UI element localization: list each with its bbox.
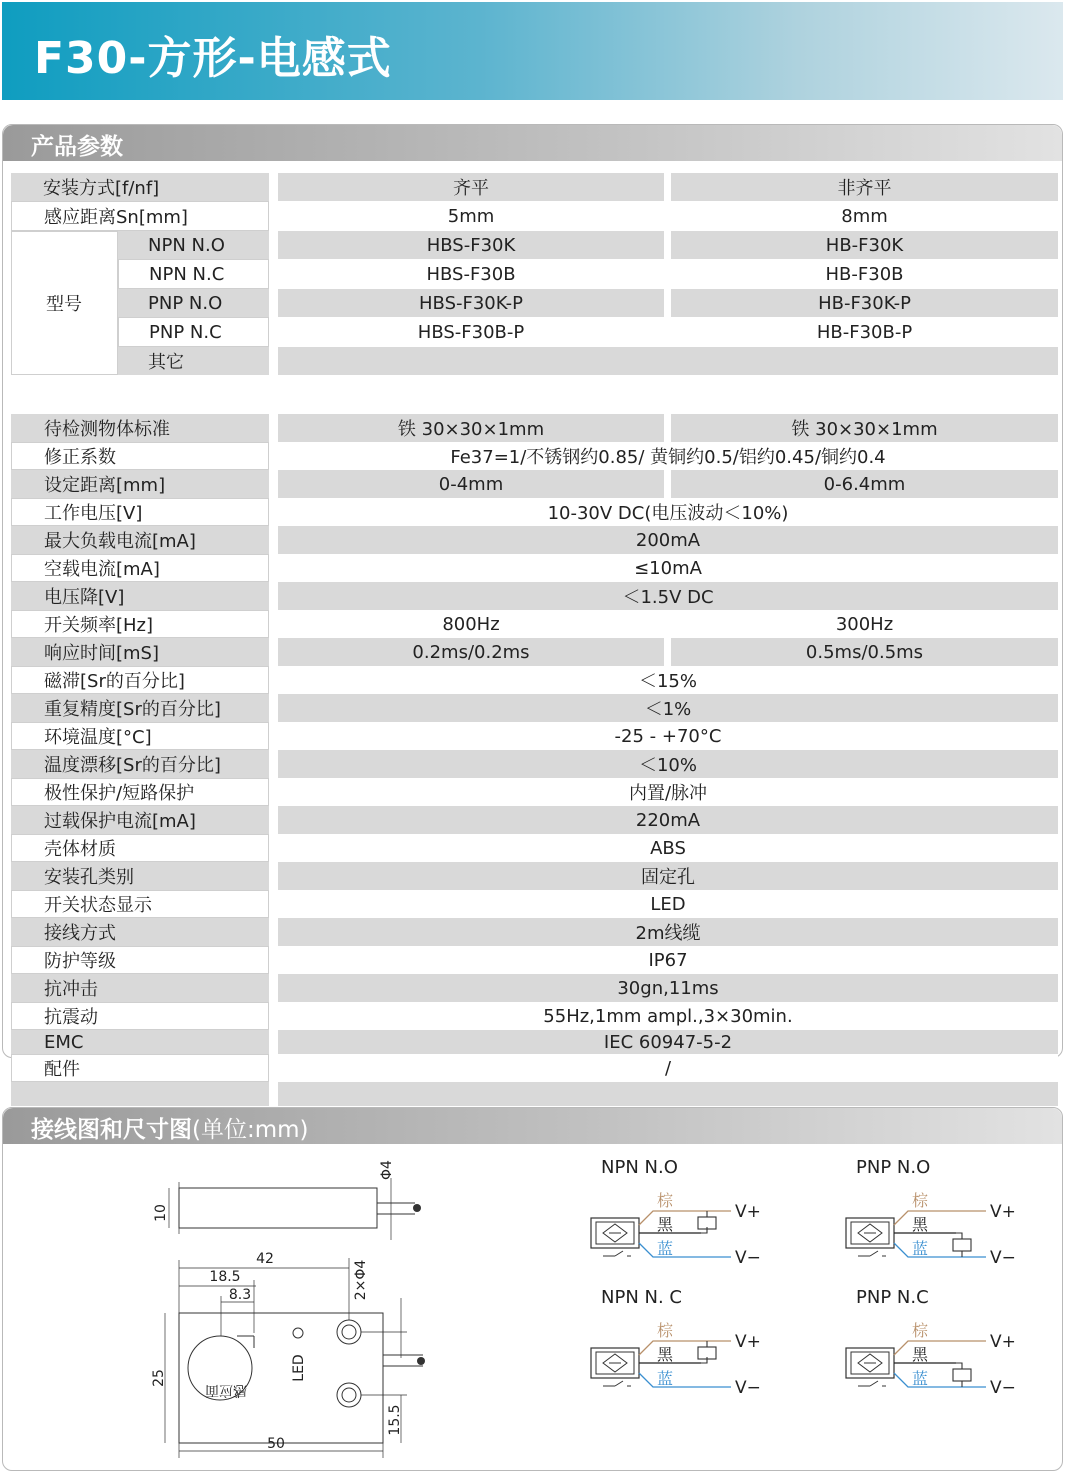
table-row [11,289,1058,317]
wiring-diagram [846,1157,1016,1268]
section-title-main: 接线图和尺寸图 [31,1117,192,1143]
dim-label: 25 [151,1369,167,1387]
page-title: F30-方形-电感式 [34,33,392,84]
blue-label: 蓝 [912,1239,929,1258]
vminus-label: V− [735,1248,761,1268]
load-icon [953,1239,971,1251]
wiring-dimension-panel [2,1107,1063,1471]
column-gap [269,470,278,498]
spec-label: 环境温度[°C] [11,722,269,750]
model-type: NPN N.C [118,259,269,289]
column-gap [664,470,671,498]
blue-label: 蓝 [657,1239,674,1258]
wiring-diagram [591,1287,761,1398]
column-gap [269,974,278,1002]
column-gap [664,638,671,666]
brown-wire [639,1211,731,1225]
spec-value [278,1082,1058,1106]
table-row [11,778,1058,806]
spec-value: 200mA [278,526,1058,554]
side-view-body [179,1188,377,1228]
mount-hole [337,1383,361,1407]
section-title-unit: (单位:mm) [192,1117,309,1143]
wiring-title: PNP N.O [856,1157,931,1178]
spec-value: -25 - +70°C [278,722,1058,750]
column-gap [269,554,278,582]
table-row [11,862,1058,890]
table-row [11,201,1058,231]
column-gap [269,526,278,554]
dim-label: 18.5 [209,1269,241,1285]
spec-label: 接线方式 [11,918,269,946]
column-gap [269,1002,278,1030]
blue-label: 蓝 [912,1369,929,1388]
spec-value: ABS [278,834,1058,862]
spec-label: 开关频率[Hz] [11,610,269,638]
table-row [11,498,1058,526]
table-row [11,918,1058,946]
table-row [11,806,1058,834]
spec-label: 壳体材质 [11,834,269,862]
table-row [11,890,1058,918]
spec-nonflush-value: 300Hz [671,610,1058,638]
model-nonflush: HB-F30K [671,231,1058,259]
column-gap [269,722,278,750]
model-nonflush: HB-F30B [671,259,1058,289]
section-title [31,1111,309,1144]
vplus-label: V+ [735,1202,761,1222]
table-row [11,554,1058,582]
wiring-title: NPN N. C [601,1287,682,1308]
spec-label: 响应时间[mS] [11,638,269,666]
brown-wire [894,1341,986,1355]
column-gap [269,666,278,694]
spec-label: 开关状态显示 [11,890,269,918]
brown-wire [894,1211,986,1225]
spec-flush-value: 铁 30×30×1mm [278,414,664,442]
column-gap [269,778,278,806]
wiring-diagram [591,1157,761,1268]
column-gap [269,890,278,918]
blue-label: 蓝 [657,1369,674,1388]
dim-label: 2×Φ4 [353,1259,369,1301]
spec-label: 电压降[V] [11,582,269,610]
top-view-body [179,1313,383,1443]
wiring-title: PNP N.C [856,1287,929,1308]
blue-wire [639,1373,731,1387]
brown-label: 棕 [657,1191,674,1210]
column-gap [269,442,278,470]
dim-label: 8.3 [228,1287,252,1303]
column-gap [664,414,671,442]
mount-hole [337,1320,361,1344]
table-row [11,317,1058,347]
spec-value: 55Hz,1mm ampl.,3×30min. [278,1002,1058,1030]
model-nonflush: HB-F30B-P [671,317,1058,347]
dim-label: 42 [256,1251,274,1267]
table-row [11,638,1058,666]
brown-wire [639,1341,731,1355]
title-banner [2,2,1063,100]
spec-table [11,414,1058,1106]
model-flush: HBS-F30B-P [278,317,664,347]
nonflush-distance: 8mm [671,201,1058,231]
spec-label [11,1082,269,1106]
column-gap [664,610,671,638]
spec-value: ≤10mA [278,554,1058,582]
model-flush: HBS-F30K [278,231,664,259]
column-gap [269,1054,278,1082]
section-title: 产品参数 [31,134,123,160]
table-row [11,946,1058,974]
load-icon [953,1369,971,1381]
blue-wire [894,1243,986,1257]
wiring-diagram [846,1287,1016,1398]
spec-label: EMC [11,1030,269,1054]
spec-nonflush-value: 0.5ms/0.5ms [671,638,1058,666]
brown-label: 棕 [912,1191,929,1210]
model-label: 型号 [11,231,118,375]
spec-value: Fe37=1/不锈钢约0.85/ 黄铜约0.5/铝约0.45/铜约0.4 [278,442,1058,470]
spec-flush-value: 0.2ms/0.2ms [278,638,664,666]
face-label: 感应面 [205,1382,247,1398]
spec-value: / [278,1054,1058,1082]
table-row [11,694,1058,722]
spec-label: 温度漂移[Sr的百分比] [11,750,269,778]
spec-value: 10-30V DC(电压波动＜10%) [278,498,1058,526]
table-row [11,1054,1058,1082]
column-gap [269,498,278,526]
vplus-label: V+ [990,1202,1016,1222]
column-gap [269,1082,278,1106]
dimension-drawing [143,1158,443,1458]
black-label: 黑 [912,1345,929,1364]
model-table [11,173,1058,375]
vplus-label: V+ [735,1332,761,1352]
spec-label: 配件 [11,1054,269,1082]
model-flush: HBS-F30B [278,259,664,289]
table-row [11,1082,1058,1106]
table-row [11,1002,1058,1030]
black-label: 黑 [912,1215,929,1234]
flush-distance: 5mm [278,201,664,231]
dim-label: 50 [267,1436,285,1452]
spec-label: 修正系数 [11,442,269,470]
led-label: LED [291,1354,307,1382]
spec-label: 安装孔类别 [11,862,269,890]
spec-flush-value: 0-4mm [278,470,664,498]
table-row [11,173,1058,201]
model-type: PNP N.C [118,317,269,347]
section-header [3,1108,1062,1144]
column-gap [269,834,278,862]
column-gap [269,918,278,946]
dim-label: 15.5 [387,1404,403,1436]
spec-label: 抗震动 [11,1002,269,1030]
spec-value: 固定孔 [278,862,1058,890]
spec-label: 待检测物体标准 [11,414,269,442]
nonflush-header: 非齐平 [671,173,1058,201]
model-nonflush: HB-F30K-P [671,289,1058,317]
header-label: 安装方式[f/nf] [11,173,269,201]
table-row [11,750,1058,778]
vminus-label: V− [735,1378,761,1398]
spec-label: 工作电压[V] [11,498,269,526]
spec-value: 内置/脉冲 [278,778,1058,806]
table-row [11,414,1058,442]
column-gap [269,638,278,666]
wiring-title: NPN N.O [601,1157,678,1178]
column-gap [269,1030,278,1054]
spec-value: ＜10% [278,750,1058,778]
model-other [278,347,1058,375]
wiring-diagrams [573,1153,1033,1413]
table-row [11,582,1058,610]
blue-wire [894,1373,986,1387]
distance-label: 感应距离Sn[mm] [11,201,269,231]
table-row [11,231,1058,259]
spec-label: 防护等级 [11,946,269,974]
vplus-label: V+ [990,1332,1016,1352]
spec-label: 磁滞[Sr的百分比] [11,666,269,694]
black-label: 黑 [657,1215,674,1234]
column-gap [269,806,278,834]
column-gap [269,862,278,890]
table-row [11,470,1058,498]
flush-header: 齐平 [278,173,664,201]
spec-nonflush-value: 铁 30×30×1mm [671,414,1058,442]
spec-value: 2m线缆 [278,918,1058,946]
led-indicator [293,1328,303,1338]
spec-value: ＜15% [278,666,1058,694]
spec-value: 30gn,11ms [278,974,1058,1002]
section-header [3,125,1062,161]
table-row [11,834,1058,862]
spec-value: IEC 60947-5-2 [278,1030,1058,1054]
spec-label: 抗冲击 [11,974,269,1002]
table-row [11,1030,1058,1054]
table-row [11,347,1058,375]
spec-value: LED [278,890,1058,918]
model-flush: HBS-F30K-P [278,289,664,317]
column-gap [269,694,278,722]
column-gap [269,750,278,778]
table-row [11,722,1058,750]
table-row [11,974,1058,1002]
column-gap [269,946,278,974]
table-row [11,526,1058,554]
table-row [11,259,1058,289]
blue-wire [639,1243,731,1257]
spec-value: 220mA [278,806,1058,834]
dim-label: Φ4 [379,1160,395,1180]
brown-label: 棕 [912,1321,929,1340]
spec-nonflush-value: 0-6.4mm [671,470,1058,498]
model-type: 其它 [118,347,269,375]
black-label: 黑 [657,1345,674,1364]
spec-label: 极性保护/短路保护 [11,778,269,806]
spec-label: 重复精度[Sr的百分比] [11,694,269,722]
model-type: NPN N.O [118,231,269,259]
spec-value: IP67 [278,946,1058,974]
model-type: PNP N.O [118,289,269,317]
spec-label: 空载电流[mA] [11,554,269,582]
column-gap [269,610,278,638]
product-params-panel [2,124,1063,1080]
spec-flush-value: 800Hz [278,610,664,638]
column-gap [269,582,278,610]
vminus-label: V− [990,1248,1016,1268]
table-row [11,610,1058,638]
spec-value: ＜1.5V DC [278,582,1058,610]
spec-label: 过载保护电流[mA] [11,806,269,834]
spec-label: 最大负载电流[mA] [11,526,269,554]
brown-label: 棕 [657,1321,674,1340]
column-gap [269,414,278,442]
dim-label: 10 [153,1204,169,1222]
spec-label: 设定距离[mm] [11,470,269,498]
spec-value: ＜1% [278,694,1058,722]
table-row [11,442,1058,470]
table-row [11,666,1058,694]
vminus-label: V− [990,1378,1016,1398]
